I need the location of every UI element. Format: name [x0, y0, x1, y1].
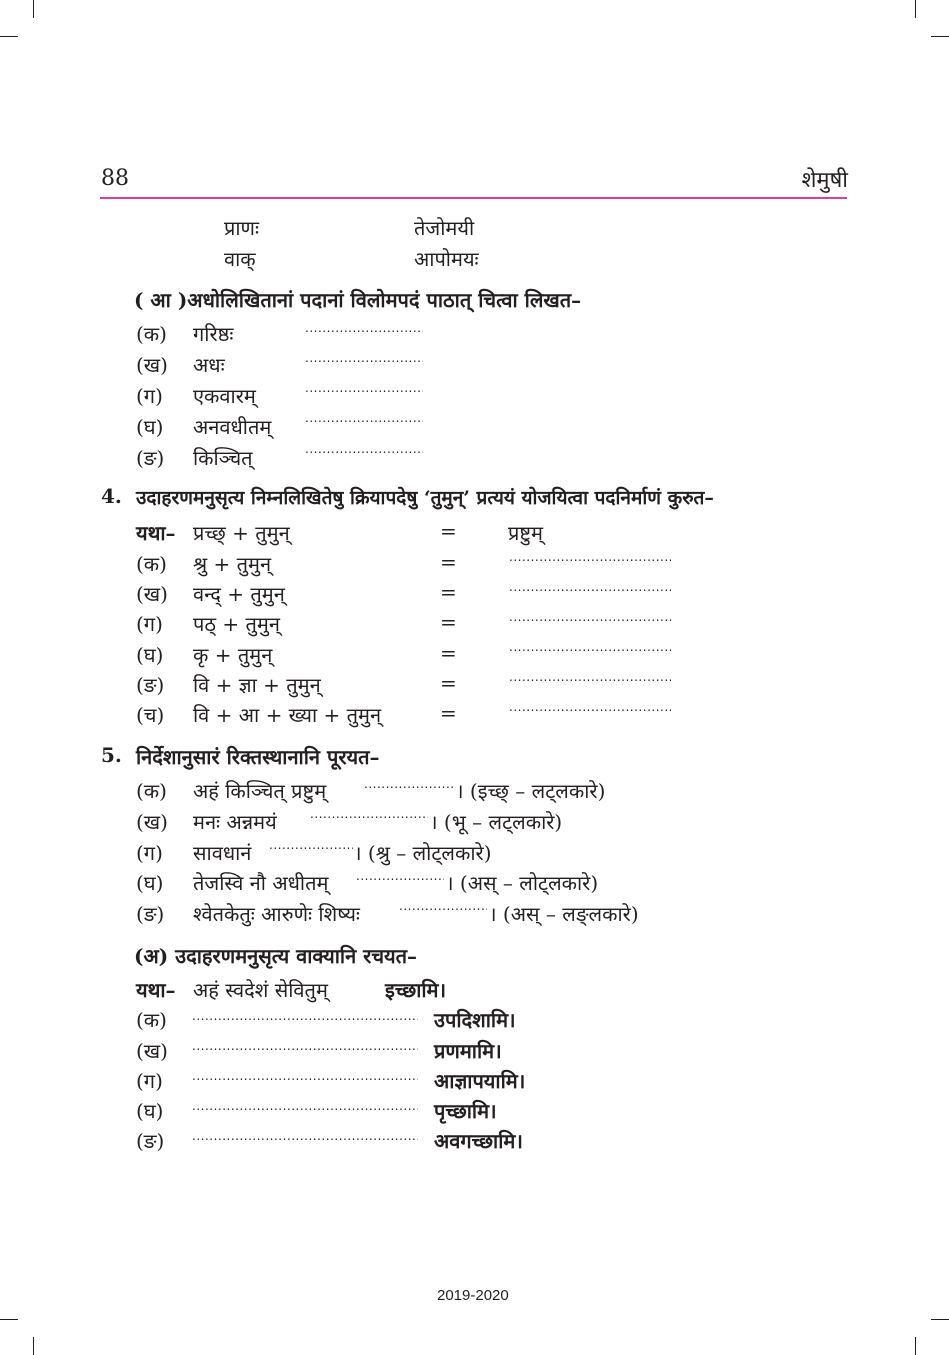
section-a-item-blank[interactable]: [192, 1040, 418, 1052]
q4-item-equals: =: [440, 641, 457, 665]
section-a-item-label: (ङ): [136, 1129, 165, 1153]
section-a-item-verb: उपदिशामि।: [434, 1008, 516, 1032]
q4-item-blank[interactable]: [509, 611, 671, 623]
q4-item-equals: =: [440, 580, 457, 604]
q5-item-after: । (इच्छ् – लट्लकारे): [456, 779, 606, 803]
q5-item-label: (ङ): [136, 902, 165, 926]
q5-item-label: (क): [136, 779, 167, 803]
q4-item-blank[interactable]: [509, 551, 671, 563]
crop-mark-bottom-right-horizontal: [931, 1319, 949, 1320]
q4-heading: उदाहरणमनुसृत्य निम्नलिखितेषु क्रियापदेषु ‘तुमुन्’ प्रत्ययं योजयित्वा पदनिर्माणं कुरुत–: [136, 487, 714, 509]
pair-left-1: प्राणः: [224, 216, 260, 240]
q4-example-expr: प्रच्छ् + तुमुन्: [193, 521, 290, 545]
section-aa-heading: ( आ )अधोलिखितानां पदानां विलोमपदं पाठात् चित्वा लिखत–: [134, 288, 582, 312]
q5-item-before: अहं किञ्चित् प्रष्टुम्: [193, 779, 327, 803]
aa-item-blank[interactable]: [305, 352, 423, 364]
q5-item-blank[interactable]: [310, 808, 428, 820]
section-a-item-verb: पृच्छामि।: [434, 1099, 497, 1123]
q4-item-equals: =: [440, 671, 457, 695]
crop-mark-bottom-right-vertical: [915, 1337, 916, 1355]
q5-item-before: तेजस्वि नौ अधीतम्: [193, 871, 329, 895]
q4-item-blank[interactable]: [509, 701, 671, 713]
q5-item-before: श्वेतकेतुः आरुणेः शिष्यः: [193, 902, 360, 926]
q5-item-before: मनः अन्नमयं: [193, 810, 277, 834]
aa-item-word: एकवारम्: [193, 384, 256, 408]
aa-item-word: अनवधीतम्: [193, 415, 272, 439]
q5-item-label: (घ): [136, 871, 164, 895]
q4-item-equals: =: [440, 550, 457, 574]
section-a-item-label: (ग): [136, 1069, 163, 1093]
aa-item-blank[interactable]: [305, 382, 423, 394]
q4-item-expr: कृ + तुमुन्: [193, 643, 273, 667]
aa-item-label: (घ): [136, 415, 164, 439]
crop-mark-top-right-vertical: [915, 0, 916, 18]
section-a-item-label: (क): [136, 1008, 167, 1032]
q4-example-answer: प्रष्टुम्: [508, 521, 544, 545]
q5-item-blank[interactable]: [356, 870, 444, 882]
q5-item-before: सावधानं: [193, 841, 252, 865]
pair-left-2: वाक्: [224, 247, 256, 271]
section-a-item-verb: आज्ञापयामि।: [434, 1069, 526, 1093]
q4-item-label: (ख): [136, 582, 168, 606]
q4-item-blank[interactable]: [509, 671, 671, 683]
aa-item-blank[interactable]: [305, 322, 423, 334]
q4-item-expr: वि + ज्ञा + तुमुन्: [193, 673, 321, 697]
q5-item-blank[interactable]: [399, 900, 487, 912]
q4-item-blank[interactable]: [509, 641, 671, 653]
q4-item-label: (ग): [136, 612, 163, 636]
book-title: शेमुषी: [801, 168, 848, 193]
q5-item-after: । (भू – लट्लकारे): [430, 810, 563, 834]
section-a-item-verb: प्रणमामि।: [434, 1039, 502, 1063]
q5-item-after: । (श्रु – लोट्लकारे): [354, 841, 492, 865]
crop-mark-top-left-vertical: [33, 0, 34, 18]
header-rule: [100, 197, 847, 199]
q4-item-expr: वन्द् + तुमुन्: [193, 582, 285, 606]
section-a-item-blank[interactable]: [192, 1070, 418, 1082]
aa-item-word: अधः: [193, 353, 225, 377]
q5-number: 5.: [101, 743, 122, 767]
q4-item-expr: वि + आ + ख्या + तुमुन्: [193, 703, 382, 727]
q4-item-expr: श्रु + तुमुन्: [193, 552, 272, 576]
q5-item-blank[interactable]: [269, 839, 353, 851]
aa-item-label: (क): [136, 322, 167, 346]
crop-mark-bottom-left-horizontal: [0, 1319, 18, 1320]
q4-example-equals: =: [440, 519, 457, 543]
page-number: 88: [101, 166, 129, 191]
aa-item-word: किञ्चित्: [193, 446, 253, 470]
pair-right-2: आपोमयः: [414, 247, 479, 271]
footer-year: 2019-2020: [437, 1287, 509, 1304]
section-a-item-blank[interactable]: [192, 1010, 418, 1022]
q5-heading: निर्देशानुसारं रिक्तस्थानानि पूरयत–: [136, 745, 380, 769]
section-a-item-blank[interactable]: [192, 1100, 418, 1112]
section-a-item-blank[interactable]: [192, 1130, 418, 1142]
q4-item-label: (घ): [136, 643, 164, 667]
q4-item-equals: =: [440, 610, 457, 634]
crop-mark-bottom-left-vertical: [33, 1337, 34, 1355]
q4-item-label: (क): [136, 552, 167, 576]
aa-item-label: (ङ): [136, 446, 165, 470]
crop-mark-top-left-horizontal: [0, 36, 18, 37]
section-a-item-verb: अवगच्छामि।: [434, 1129, 523, 1153]
q5-item-label: (ग): [136, 841, 163, 865]
q4-item-label: (ङ): [136, 673, 165, 697]
q5-item-blank[interactable]: [364, 778, 454, 790]
aa-item-label: (ग): [136, 384, 163, 408]
aa-item-word: गरिष्ठः: [193, 322, 234, 346]
crop-mark-top-right-horizontal: [931, 36, 949, 37]
q5-item-label: (ख): [136, 810, 168, 834]
q4-item-label: (च): [136, 703, 165, 727]
q4-item-blank[interactable]: [509, 581, 671, 593]
section-a-example-text: अहं स्वदेशं सेवितुम्: [193, 978, 328, 1002]
q4-item-equals: =: [440, 701, 457, 725]
aa-item-blank[interactable]: [305, 412, 423, 424]
section-a-item-label: (घ): [136, 1099, 164, 1123]
section-a-item-label: (ख): [136, 1039, 168, 1063]
section-a-example-verb: इच्छामि।: [385, 978, 447, 1002]
pair-right-1: तेजोमयी: [414, 216, 475, 240]
q4-item-expr: पठ् + तुमुन्: [193, 612, 280, 636]
section-a-heading: (अ) उदाहरणमनुसृत्य वाक्यानि रचयत–: [134, 944, 418, 968]
q5-item-after: । (अस् – लङ्लकारे): [489, 902, 639, 926]
section-a-example-label: यथा–: [136, 978, 176, 1002]
q4-number: 4.: [101, 484, 122, 508]
aa-item-blank[interactable]: [305, 443, 423, 455]
aa-item-label: (ख): [136, 353, 168, 377]
q4-example-label: यथा–: [136, 521, 176, 545]
q5-item-after: । (अस् – लोट्लकारे): [446, 871, 599, 895]
